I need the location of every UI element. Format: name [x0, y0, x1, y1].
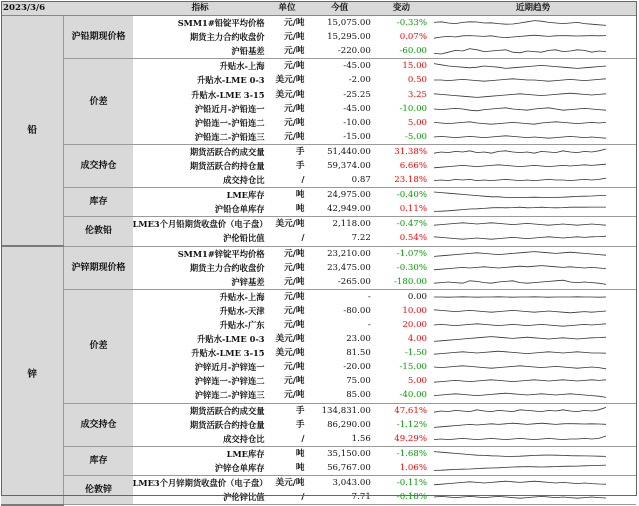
unit-cell: 元/吨: [268, 275, 307, 290]
change-cell: 0.54%: [373, 231, 430, 246]
trend-cell: [430, 202, 636, 217]
trend-cell: [430, 30, 636, 44]
change-cell: -0.40%: [373, 188, 430, 203]
change-cell: 10.00: [373, 304, 430, 318]
sparkline-path: [434, 122, 606, 124]
indicator-cell: 期货活跃合约成交量: [133, 403, 268, 418]
unit-cell: 手: [268, 418, 307, 432]
trend-cell: [430, 44, 636, 59]
change-cell: -0.18%: [373, 490, 430, 505]
value-cell: -15.00: [306, 130, 372, 145]
trend-cell: [430, 332, 636, 346]
sparkline-path: [434, 423, 606, 427]
change-cell: 0.07%: [373, 30, 430, 44]
value-cell: 86,290.00: [306, 418, 372, 432]
sparkline: [430, 447, 610, 461]
sparkline-path: [434, 380, 606, 382]
sparkline-path: [434, 351, 606, 354]
unit-cell: 美元/吨: [268, 476, 307, 491]
unit-cell: /: [268, 173, 307, 188]
value-cell: 59,374.00: [306, 159, 372, 173]
indicator-cell: 期货活跃合约持仓量: [133, 418, 268, 432]
change-cell: -40.00: [373, 388, 430, 403]
sparkline-path: [434, 93, 606, 97]
unit-cell: 吨: [268, 188, 307, 203]
sparkline-path: [434, 394, 606, 398]
value-cell: -220.00: [306, 44, 372, 59]
indicator-cell: 沪铅仓单库存: [133, 202, 268, 217]
sparkline: [430, 374, 610, 388]
value-cell: 35,150.00: [306, 446, 372, 461]
trend-cell: [430, 144, 636, 159]
sparkline-path: [434, 21, 606, 26]
change-cell: -0.11%: [373, 476, 430, 491]
sparkline-path: [434, 407, 606, 412]
trend-cell: [430, 246, 636, 261]
sparkline: [430, 30, 610, 44]
change-cell: -60.00: [373, 44, 430, 59]
sparkline-path: [434, 497, 606, 499]
sparkline: [430, 404, 610, 418]
sparkline-path: [434, 436, 606, 440]
indicator-cell: 沪铅连二-沪铅连三: [133, 130, 268, 145]
sparkline-path: [434, 337, 606, 342]
change-cell: -5.00: [373, 130, 430, 145]
change-cell: -1.12%: [373, 418, 430, 432]
indicator-cell: 沪锌仓单库存: [133, 461, 268, 476]
value-cell: -45.00: [306, 59, 372, 74]
value-cell: -265.00: [306, 275, 372, 290]
trend-cell: [430, 360, 636, 374]
indicator-cell: LME3个月锌期货收盘价（电子盘）: [133, 476, 268, 491]
sparkline-path: [434, 324, 606, 326]
trend-cell: [430, 461, 636, 476]
change-cell: 6.66%: [373, 159, 430, 173]
table-row: [1, 476, 636, 491]
trend-cell: [430, 188, 636, 203]
sparkline-path: [434, 136, 606, 138]
indicator-cell: 升贴水-广东: [133, 318, 268, 332]
sparkline-path: [434, 164, 606, 168]
unit-cell: 吨: [268, 202, 307, 217]
unit-cell: 元/吨: [268, 246, 307, 261]
indicator-cell: 沪锌连二-沪锌连三: [133, 388, 268, 403]
trend-cell: [430, 318, 636, 332]
unit-cell: 美元/吨: [268, 73, 307, 87]
sparkline-path: [434, 207, 606, 211]
value-cell: -2.00: [306, 73, 372, 87]
unit-cell: 手: [268, 144, 307, 159]
section-label: 铅: [1, 16, 64, 247]
change-cell: 0.11%: [373, 202, 430, 217]
change-cell: -0.33%: [373, 16, 430, 31]
trend-cell: [430, 289, 636, 304]
indicator-cell: 沪伦锌比值: [133, 490, 268, 505]
unit-cell: 元/吨: [268, 30, 307, 44]
trend-cell: [430, 418, 636, 432]
sparkline: [430, 173, 610, 187]
unit-cell: 元/吨: [268, 374, 307, 388]
sparkline: [430, 418, 610, 432]
table-row: [1, 59, 636, 74]
indicator-cell: 期货主力合约收盘价: [133, 261, 268, 275]
table-row: [1, 16, 636, 31]
unit-cell: 元/吨: [268, 59, 307, 74]
trend-cell: [430, 73, 636, 87]
change-cell: -180.00: [373, 275, 430, 290]
sparkline-path: [434, 107, 606, 110]
trend-cell: [430, 130, 636, 145]
value-cell: 23.00: [306, 332, 372, 346]
table-row: [1, 289, 636, 304]
change-cell: 49.29%: [373, 432, 430, 447]
trend-cell: [430, 231, 636, 246]
trend-cell: [430, 490, 636, 505]
sparkline: [430, 432, 610, 446]
sparkline-path: [434, 481, 606, 485]
change-cell: 15.00: [373, 59, 430, 74]
trend-cell: [430, 304, 636, 318]
sparkline: [430, 346, 610, 360]
value-cell: -25.25: [306, 87, 372, 101]
unit-cell: 手: [268, 159, 307, 173]
change-cell: -1.50: [373, 346, 430, 360]
sparkline-path: [434, 451, 606, 456]
sparkline: [430, 261, 610, 275]
trend-cell: [430, 476, 636, 491]
trend-cell: [430, 87, 636, 101]
sparkline-path: [434, 251, 606, 256]
header-value: 今值: [306, 1, 372, 16]
change-cell: 5.00: [373, 374, 430, 388]
indicator-cell: 成交持仓比: [133, 432, 268, 447]
trend-cell: [430, 374, 636, 388]
trend-cell: [430, 432, 636, 447]
unit-cell: 元/吨: [268, 116, 307, 130]
indicator-cell: 沪铅近月-沪铅连一: [133, 102, 268, 116]
unit-cell: 吨: [268, 446, 307, 461]
unit-cell: 元/吨: [268, 304, 307, 318]
table-row: [1, 217, 636, 232]
trend-cell: [430, 102, 636, 116]
header-trend: 近期趋势: [430, 1, 636, 16]
unit-cell: 美元/吨: [268, 332, 307, 346]
value-cell: 75.00: [306, 374, 372, 388]
indicator-cell: 升贴水-LME 0-3: [133, 332, 268, 346]
sparkline-path: [434, 310, 606, 313]
trend-cell: [430, 446, 636, 461]
value-cell: -45.00: [306, 102, 372, 116]
group-label: 库存: [64, 188, 133, 217]
group-label: 伦敦锌: [64, 476, 133, 505]
sparkline: [430, 332, 610, 346]
sparkline-path: [434, 178, 606, 180]
change-cell: 5.00: [373, 116, 430, 130]
value-cell: 0.87: [306, 173, 372, 188]
sparkline: [430, 360, 610, 374]
change-cell: -15.00: [373, 360, 430, 374]
trend-cell: [430, 59, 636, 74]
header-unit: 单位: [268, 1, 307, 16]
value-cell: 7.22: [306, 231, 372, 246]
metals-dashboard-table: [1, 1, 636, 506]
header-change: 变动: [373, 1, 430, 16]
indicator-cell: 沪伦铅比值: [133, 231, 268, 246]
unit-cell: 元/吨: [268, 388, 307, 403]
value-cell: 15,295.00: [306, 30, 372, 44]
indicator-cell: 沪铅连一-沪铅连二: [133, 116, 268, 130]
indicator-cell: SMM1#锌锭平均价格: [133, 246, 268, 261]
value-cell: 7.71: [306, 490, 372, 505]
indicator-cell: LME库存: [133, 188, 268, 203]
sparkline: [430, 73, 610, 87]
value-cell: -: [306, 318, 372, 332]
indicator-cell: 沪锌基差: [133, 275, 268, 290]
change-cell: -10.00: [373, 102, 430, 116]
indicator-cell: 升贴水-LME 0-3: [133, 73, 268, 87]
sparkline: [430, 130, 610, 144]
sparkline: [430, 202, 610, 216]
change-cell: 0.00: [373, 289, 430, 304]
sparkline: [430, 116, 610, 130]
trend-cell: [430, 116, 636, 130]
sparkline: [430, 290, 610, 304]
header-indicator: 指标: [133, 1, 268, 16]
sparkline: [430, 476, 610, 490]
indicator-cell: LME库存: [133, 446, 268, 461]
sparkline: [430, 275, 610, 289]
indicator-cell: 沪铅基差: [133, 44, 268, 59]
value-cell: 15,075.00: [306, 16, 372, 31]
value-cell: 1.56: [306, 432, 372, 447]
sparkline: [430, 102, 610, 116]
indicator-cell: 升贴水-LME 3-15: [133, 346, 268, 360]
header-row: [1, 1, 636, 16]
table-row: [1, 188, 636, 203]
table-body: [1, 16, 636, 505]
sparkline-path: [434, 366, 606, 369]
sparkline: [430, 247, 610, 261]
table-row: [1, 144, 636, 159]
section-label: 锌: [1, 246, 64, 505]
table-row: [1, 403, 636, 418]
change-cell: 23.18%: [373, 173, 430, 188]
sparkline-path: [434, 64, 606, 69]
indicator-cell: 沪锌连一-沪锌连二: [133, 374, 268, 388]
sparkline: [430, 145, 610, 159]
trend-cell: [430, 159, 636, 173]
indicator-cell: 升贴水-上海: [133, 59, 268, 74]
value-cell: 2,118.00: [306, 217, 372, 232]
sparkline-path: [434, 465, 606, 470]
trend-cell: [430, 173, 636, 188]
indicator-cell: 升贴水-天津: [133, 304, 268, 318]
indicator-cell: 升贴水-上海: [133, 289, 268, 304]
group-label: 伦敦铅: [64, 217, 133, 246]
trend-cell: [430, 275, 636, 290]
unit-cell: 美元/吨: [268, 217, 307, 232]
sparkline-path: [434, 79, 606, 81]
indicator-cell: 成交持仓比: [133, 173, 268, 188]
sparkline: [430, 217, 610, 231]
trend-cell: [430, 261, 636, 275]
sparkline-path: [434, 280, 606, 284]
group-label: 价差: [64, 289, 133, 403]
indicator-cell: 期货主力合约收盘价: [133, 30, 268, 44]
group-label: 成交持仓: [64, 144, 133, 187]
value-cell: 81.50: [306, 346, 372, 360]
sparkline-path: [434, 265, 606, 269]
change-cell: 20.00: [373, 318, 430, 332]
sparkline: [430, 44, 610, 58]
sparkline-path: [434, 223, 606, 225]
unit-cell: 元/吨: [268, 16, 307, 31]
indicator-cell: 期货活跃合约成交量: [133, 144, 268, 159]
change-cell: 1.06%: [373, 461, 430, 476]
unit-cell: 美元/吨: [268, 87, 307, 101]
trend-cell: [430, 16, 636, 31]
unit-cell: 美元/吨: [268, 346, 307, 360]
unit-cell: 元/吨: [268, 261, 307, 275]
sparkline: [430, 461, 610, 475]
value-cell: -20.00: [306, 360, 372, 374]
value-cell: 23,475.00: [306, 261, 372, 275]
trend-cell: [430, 388, 636, 403]
unit-cell: /: [268, 490, 307, 505]
value-cell: 24,975.00: [306, 188, 372, 203]
sparkline: [430, 188, 610, 202]
change-cell: 3.25: [373, 87, 430, 101]
unit-cell: 吨: [268, 461, 307, 476]
trend-cell: [430, 403, 636, 418]
sparkline: [430, 88, 610, 102]
unit-cell: 元/吨: [268, 318, 307, 332]
indicator-cell: 沪锌近月-沪锌连一: [133, 360, 268, 374]
value-cell: 85.00: [306, 388, 372, 403]
indicator-cell: LME3个月铅期货收盘价（电子盘）: [133, 217, 268, 232]
value-cell: 134,831.00: [306, 403, 372, 418]
sparkline-path: [434, 192, 606, 198]
change-cell: -0.47%: [373, 217, 430, 232]
value-cell: -80.00: [306, 304, 372, 318]
change-cell: -0.30%: [373, 261, 430, 275]
change-cell: 31.38%: [373, 144, 430, 159]
value-cell: 51,440.00: [306, 144, 372, 159]
sparkline-path: [434, 237, 606, 240]
header-blank: [64, 1, 133, 16]
unit-cell: 元/吨: [268, 102, 307, 116]
value-cell: 56,767.00: [306, 461, 372, 476]
table-row: [1, 246, 636, 261]
sparkline: [430, 388, 610, 402]
sparkline: [430, 16, 610, 30]
unit-cell: 元/吨: [268, 44, 307, 59]
group-label: 库存: [64, 446, 133, 475]
group-label: 沪锌期现价格: [64, 246, 133, 289]
sparkline: [430, 159, 610, 173]
unit-cell: 元/吨: [268, 360, 307, 374]
unit-cell: 元/吨: [268, 130, 307, 145]
value-cell: -10.00: [306, 116, 372, 130]
sparkline-path: [434, 49, 606, 54]
group-label: 成交持仓: [64, 403, 133, 446]
sparkline-path: [434, 149, 606, 153]
sparkline: [430, 490, 610, 504]
value-cell: 23,210.00: [306, 246, 372, 261]
sparkline: [430, 231, 610, 245]
change-cell: -1.07%: [373, 246, 430, 261]
sparkline: [430, 318, 610, 332]
sparkline: [430, 59, 610, 73]
change-cell: 0.50: [373, 73, 430, 87]
indicator-cell: SMM1#铅锭平均价格: [133, 16, 268, 31]
unit-cell: 手: [268, 403, 307, 418]
trend-cell: [430, 346, 636, 360]
unit-cell: /: [268, 231, 307, 246]
group-label: 价差: [64, 59, 133, 145]
table-row: [1, 446, 636, 461]
indicator-cell: 期货活跃合约持仓量: [133, 159, 268, 173]
unit-cell: 元/吨: [268, 289, 307, 304]
header-date: 2023/3/6: [1, 1, 64, 16]
sparkline: [430, 304, 610, 318]
indicator-cell: 升贴水-LME 3-15: [133, 87, 268, 101]
value-cell: -: [306, 289, 372, 304]
trend-cell: [430, 217, 636, 232]
unit-cell: /: [268, 432, 307, 447]
group-label: 沪铅期现价格: [64, 16, 133, 59]
change-cell: 47.61%: [373, 403, 430, 418]
value-cell: 42,949.00: [306, 202, 372, 217]
sparkline-path: [434, 35, 606, 38]
value-cell: 3,043.00: [306, 476, 372, 491]
change-cell: -1.68%: [373, 446, 430, 461]
change-cell: 4.00: [373, 332, 430, 346]
